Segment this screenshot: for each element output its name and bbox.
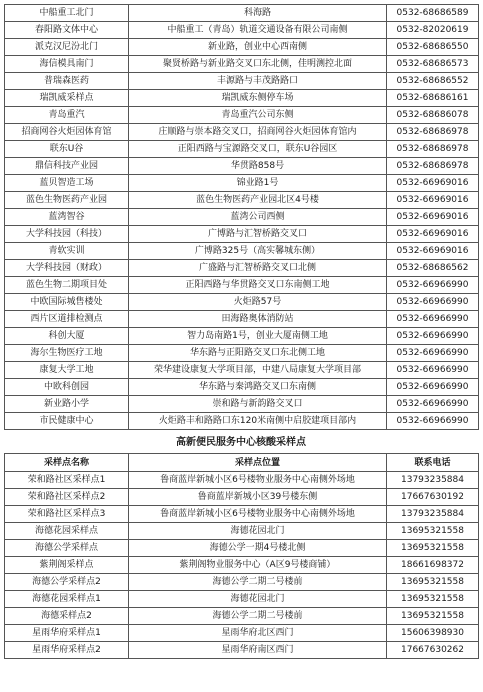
cell-site-location: 华东路与正阳路交叉口东北侧工地: [129, 345, 387, 362]
cell-site-location: 庄顺路与崇本路交叉口，招商网谷火炬园体育馆内: [129, 124, 387, 141]
table-row: [5, 5, 479, 22]
table-row: [5, 141, 479, 158]
table-row: [5, 608, 479, 625]
cell-site-name: 鼎信科技产业园: [5, 158, 129, 175]
table-row: [5, 345, 479, 362]
table-header-row: [5, 454, 479, 472]
cell-site-location: 海德公学二期二号楼前: [129, 608, 387, 625]
table-row: [5, 158, 479, 175]
cell-phone: 0532-66966990: [387, 328, 479, 345]
cell-site-name: 荣和路社区采样点3: [5, 506, 129, 523]
header-phone: 联系电话: [387, 454, 479, 472]
cell-phone: 0532-82020619: [387, 22, 479, 39]
cell-site-location: 蓝色生物医药产业园北区4号楼: [129, 192, 387, 209]
cell-site-name: 青软实训: [5, 243, 129, 260]
table-row: [5, 243, 479, 260]
cell-site-location: 紫荆阁物业服务中心（A区9号楼商铺）: [129, 557, 387, 574]
cell-phone: 0532-68686978: [387, 124, 479, 141]
cell-site-name: 荣和路社区采样点1: [5, 472, 129, 489]
table-row: [5, 591, 479, 608]
cell-site-location: 海德花园北门: [129, 591, 387, 608]
cell-site-location: 科海路: [129, 5, 387, 22]
cell-phone: 13695321558: [387, 574, 479, 591]
cell-site-name: 春阳路文体中心: [5, 22, 129, 39]
cell-phone: 0532-66966990: [387, 379, 479, 396]
cell-phone: 13695321558: [387, 608, 479, 625]
cell-site-name: 市民健康中心: [5, 413, 129, 430]
table-row: [5, 192, 479, 209]
cell-site-name: 蓝色生物医药产业园: [5, 192, 129, 209]
cell-site-name: 新业路小学: [5, 396, 129, 413]
cell-site-name: 蓝贝智造工场: [5, 175, 129, 192]
cell-phone: 0532-66969016: [387, 243, 479, 260]
cell-phone: 0532-68686562: [387, 260, 479, 277]
cell-site-location: 青岛重汽公司东侧: [129, 107, 387, 124]
cell-site-location: 海德花园北门: [129, 523, 387, 540]
cell-phone: 17667630262: [387, 642, 479, 659]
sampling-sites-table: [4, 4, 479, 430]
table-row: [5, 396, 479, 413]
table-row: [5, 277, 479, 294]
cell-site-location: 聚贤桥路与新业路交叉口东北侧，佳明测控北面: [129, 56, 387, 73]
cell-phone: 0532-66969016: [387, 226, 479, 243]
table-row: [5, 124, 479, 141]
cell-phone: 15606398930: [387, 625, 479, 642]
cell-site-location: 鲁商蓝岸新城小区6号楼物业服务中心南侧外场地: [129, 472, 387, 489]
cell-phone: 0532-66966990: [387, 362, 479, 379]
cell-site-location: 广博路325号（高实馨城东侧）: [129, 243, 387, 260]
table-row: [5, 362, 479, 379]
cell-site-location: 广盛路与汇智桥路交叉口北侧: [129, 260, 387, 277]
table-row: [5, 107, 479, 124]
table-row: [5, 311, 479, 328]
cell-site-name: 海德公学采样点2: [5, 574, 129, 591]
table-row: [5, 574, 479, 591]
cell-site-name: 普瑞森医药: [5, 73, 129, 90]
cell-site-location: 正阳西路与宝源路交叉口，联东U谷园区: [129, 141, 387, 158]
cell-phone: 0532-66966990: [387, 396, 479, 413]
cell-phone: 13695321558: [387, 523, 479, 540]
cell-phone: 0532-68686589: [387, 5, 479, 22]
cell-phone: 13793235884: [387, 472, 479, 489]
cell-site-location: 丰源路与丰茂路路口: [129, 73, 387, 90]
cell-site-name: 招商网谷火炬园体育馆: [5, 124, 129, 141]
cell-site-name: 西片区道排检测点: [5, 311, 129, 328]
cell-site-location: 正阳西路与华贯路交叉口东南侧工地: [129, 277, 387, 294]
cell-site-name: 蓝色生物二期项目处: [5, 277, 129, 294]
cell-phone: 0532-66966990: [387, 294, 479, 311]
cell-site-name: 紫荆阁采样点: [5, 557, 129, 574]
cell-site-name: 科创大厦: [5, 328, 129, 345]
cell-site-name: 星雨华府采样点1: [5, 625, 129, 642]
table-row: [5, 90, 479, 107]
table-row: [5, 22, 479, 39]
cell-site-name: 海德公学采样点: [5, 540, 129, 557]
cell-site-name: 康复大学工地: [5, 362, 129, 379]
cell-site-location: 鲁商蓝岸新城小区39号楼东侧: [129, 489, 387, 506]
cell-site-location: 火炬路丰和路路口东120米南侧中启胶建项目部内: [129, 413, 387, 430]
cell-site-name: 海德花园采样点: [5, 523, 129, 540]
cell-site-location: 星雨华府南区西门: [129, 642, 387, 659]
table-row: [5, 175, 479, 192]
cell-site-name: 中欧国际城售楼处: [5, 294, 129, 311]
cell-site-name: 大学科技园（财政）: [5, 260, 129, 277]
cell-phone: 0532-66969016: [387, 192, 479, 209]
cell-phone: 0532-66969016: [387, 175, 479, 192]
cell-phone: 0532-68686552: [387, 73, 479, 90]
cell-site-location: 华东路与秦鸿路交叉口东南侧: [129, 379, 387, 396]
cell-site-location: 锦业路1号: [129, 175, 387, 192]
cell-phone: 13695321558: [387, 591, 479, 608]
cell-phone: 0532-66966990: [387, 413, 479, 430]
cell-site-name: 联东U谷: [5, 141, 129, 158]
cell-phone: 0532-68686078: [387, 107, 479, 124]
table-row: [5, 472, 479, 489]
cell-site-location: 海德公学一期4号楼北侧: [129, 540, 387, 557]
table-row: [5, 39, 479, 56]
cell-site-location: 智力岛南路1号，创业大厦南侧工地: [129, 328, 387, 345]
table-row: [5, 226, 479, 243]
section-title: 高新便民服务中心核酸采样点: [176, 437, 306, 448]
cell-phone: 0532-66966990: [387, 345, 479, 362]
cell-phone: 17667630192: [387, 489, 479, 506]
cell-site-location: 田海路奥体消防站: [129, 311, 387, 328]
table-row: [5, 73, 479, 90]
cell-phone: 0532-66969016: [387, 209, 479, 226]
cell-phone: 0532-66966990: [387, 311, 479, 328]
cell-site-location: 海德公学二期二号楼前: [129, 574, 387, 591]
table-row: [5, 209, 479, 226]
cell-site-name: 海德采样点2: [5, 608, 129, 625]
table-row: [5, 328, 479, 345]
cell-site-location: 崇和路与新韵路交叉口: [129, 396, 387, 413]
table-row: [5, 56, 479, 73]
table-row: [5, 540, 479, 557]
cell-phone: 13695321558: [387, 540, 479, 557]
header-site-name: 采样点名称: [5, 454, 129, 472]
cell-site-name: 中欧科创园: [5, 379, 129, 396]
cell-site-location: 瑞凯威东侧停车场: [129, 90, 387, 107]
cell-site-name: 大学科技园（科技）: [5, 226, 129, 243]
table-row: [5, 557, 479, 574]
table-row: [5, 489, 479, 506]
table-row: [5, 506, 479, 523]
cell-phone: 0532-66966990: [387, 277, 479, 294]
cell-site-location: 新业路，创业中心西南侧: [129, 39, 387, 56]
table-row: [5, 523, 479, 540]
table-row: [5, 413, 479, 430]
cell-site-location: 蓝湾公司西侧: [129, 209, 387, 226]
cell-phone: 0532-68686550: [387, 39, 479, 56]
cell-phone: 0532-68686978: [387, 141, 479, 158]
cell-phone: 18661698372: [387, 557, 479, 574]
cell-site-name: 海尔生物医疗工地: [5, 345, 129, 362]
cell-site-location: 星雨华府北区西门: [129, 625, 387, 642]
cell-site-name: 蓝湾智谷: [5, 209, 129, 226]
convenience-center-sampling-table: [4, 453, 479, 659]
cell-site-name: 荣和路社区采样点2: [5, 489, 129, 506]
cell-phone: 13793235884: [387, 506, 479, 523]
cell-phone: 0532-68686978: [387, 158, 479, 175]
cell-site-location: 广博路与汇智桥路交叉口: [129, 226, 387, 243]
table-row: [5, 260, 479, 277]
cell-site-location: 鲁商蓝岸新城小区6号楼物业服务中心南侧外场地: [129, 506, 387, 523]
table-row: [5, 379, 479, 396]
cell-site-location: 火炬路57号: [129, 294, 387, 311]
header-site-location: 采样点位置: [129, 454, 387, 472]
table-row: [5, 642, 479, 659]
cell-site-location: 荣华建设康复大学项目部，中建八局康复大学项目部: [129, 362, 387, 379]
cell-site-name: 瑞凯威采样点: [5, 90, 129, 107]
cell-phone: 0532-68686573: [387, 56, 479, 73]
cell-site-name: 海德花园采样点1: [5, 591, 129, 608]
cell-site-name: 派克汉尼汾北门: [5, 39, 129, 56]
cell-site-location: 华贯路858号: [129, 158, 387, 175]
cell-site-name: 星雨华府采样点2: [5, 642, 129, 659]
cell-site-name: 中船重工北门: [5, 5, 129, 22]
table-row: [5, 294, 479, 311]
cell-site-name: 青岛重汽: [5, 107, 129, 124]
cell-site-name: 海信模具南门: [5, 56, 129, 73]
cell-phone: 0532-68686161: [387, 90, 479, 107]
table-row: [5, 625, 479, 642]
cell-site-location: 中船重工（青岛）轨道交通设备有限公司南侧: [129, 22, 387, 39]
